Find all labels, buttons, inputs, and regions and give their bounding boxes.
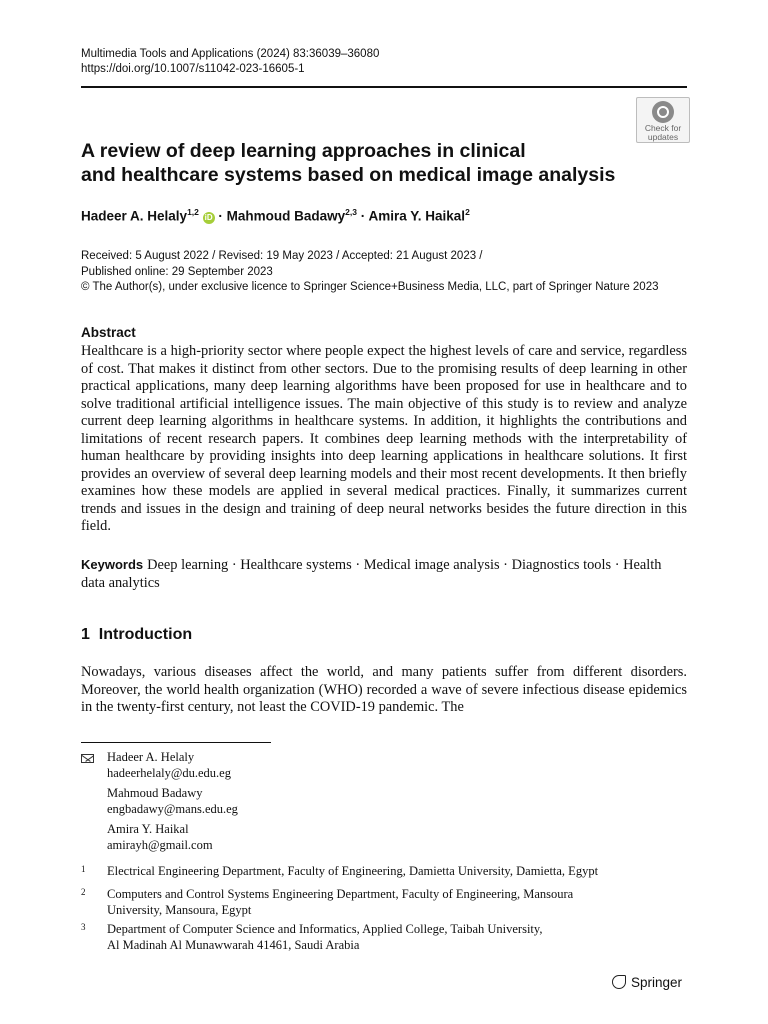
check-updates-icon: [652, 101, 674, 123]
affiliation-number: 1: [81, 864, 86, 874]
affiliation-number: 3: [81, 922, 86, 932]
header-rule: [81, 86, 687, 88]
author-list: [81, 207, 470, 224]
contact-1: [107, 750, 231, 781]
affiliation-line: University, Mansoura, Egypt: [107, 902, 252, 917]
section-title: Introduction: [98, 626, 193, 643]
publication-dates: [81, 249, 659, 296]
abstract-text: Healthcare is a high-priority sector where people expect the highest levels of care and service, regardless of cost. That makes it distinct from other sectors. Due to the promising results of deep learning in other practical applications, many deep learning algorithms have been proposed for use in healthcare and to solve traditional artificial intelligence issues. The main objective of this study is to review and analyze current deep learning algorithms in healthcare systems. In addition, it highlights the contributions and limitations of recent research papers. It combines deep learning methods with the interpretability of human healthcare by providing insights into deep learning applications in healthcare solutions. It first provides an overview of several deep learning models and their most recent developments. It then briefly examines how these models are applied in several medical practices. Finally, it summarizes current trends and issues in the design and training of deep neural networks besides the future direction in this field.: [81, 343, 687, 534]
contact-2: [107, 786, 238, 817]
keywords-text: Deep learning · Healthcare systems · Medical image analysis · Diagnostics tools · Health data analytics: [81, 557, 662, 591]
dates-line-2: Published online: 29 September 2023: [81, 265, 273, 278]
footnote-rule: [81, 742, 271, 743]
orcid-icon[interactable]: iD: [204, 212, 213, 222]
author-3[interactable]: Amira Y. Haikal: [368, 208, 466, 224]
affiliation-line: Electrical Engineering Department, Faculty of Engineering, Damietta University, Damietta, Egypt: [107, 864, 599, 878]
paper-title: [81, 139, 641, 187]
contact-email[interactable]: engbadawy@mans.edu.eg: [107, 801, 238, 816]
contact-email[interactable]: hadeerhelaly@du.edu.eg: [107, 765, 231, 780]
author-separator: ·: [357, 208, 369, 224]
affiliation-number: 2: [81, 887, 86, 897]
contact-3: [107, 822, 213, 853]
author-2[interactable]: Mahmoud Badawy: [226, 208, 346, 224]
affiliation-line: Computers and Control Systems Engineering Department, Faculty of Engineering, Mansoura: [107, 887, 574, 901]
author-1[interactable]: Hadeer A. Helaly: [81, 208, 188, 224]
introduction-text: Nowadays, various diseases affect the world, and many patients suffer from different disorders. Moreover, the world health organization (WHO) recorded a wave of severe infectious disease epidemics in the twenty-first century, not least the COVID-19 pandemic. The: [81, 664, 687, 715]
section-number: 1: [81, 626, 90, 643]
affiliation-line: Department of Computer Science and Informatics, Applied College, Taibah University,: [107, 922, 543, 936]
copyright-line: © The Author(s), under exclusive licence to Springer Science+Business Media, LLC, part of Springer Nature 2023: [81, 281, 659, 293]
doi-link[interactable]: https://doi.org/10.1007/s11042-023-16605-1: [81, 63, 305, 75]
check-for-updates-badge[interactable]: [636, 97, 690, 143]
envelope-icon: [81, 754, 94, 763]
check-badge-line2: updates: [647, 132, 679, 142]
affiliation-3: [107, 922, 687, 953]
abstract-heading: Abstract: [81, 325, 136, 340]
author-3-affil: 2: [465, 207, 470, 217]
affiliation-2: [107, 887, 687, 918]
affiliation-line: Al Madinah Al Munawwarah 41461, Saudi Arabia: [107, 937, 360, 952]
contact-name: Amira Y. Haikal: [107, 822, 189, 836]
keywords-label: Keywords: [81, 557, 144, 572]
check-badge-line1: Check for: [644, 123, 682, 133]
contact-name: Mahmoud Badawy: [107, 786, 203, 800]
author-1-affil: 1,2: [187, 207, 199, 217]
title-line-2: and healthcare systems based on medical image analysis: [81, 164, 616, 186]
section-heading: [81, 626, 192, 644]
keywords: [81, 556, 687, 592]
contact-email[interactable]: amirayh@gmail.com: [107, 837, 213, 852]
title-line-1: A review of deep learning approaches in clinical: [81, 140, 526, 162]
publisher-logo: [612, 975, 682, 990]
journal-citation: Multimedia Tools and Applications (2024) 83:36039–36080: [81, 48, 380, 60]
publisher-name: Springer: [631, 975, 683, 990]
affiliation-1: [107, 864, 687, 880]
dates-line-1: Received: 5 August 2022 / Revised: 19 May 2023 / Accepted: 21 August 2023 /: [81, 250, 483, 262]
springer-horse-icon: [612, 975, 626, 989]
contact-name: Hadeer A. Helaly: [107, 750, 195, 764]
author-2-affil: 2,3: [345, 207, 357, 217]
author-separator: ·: [214, 208, 227, 224]
